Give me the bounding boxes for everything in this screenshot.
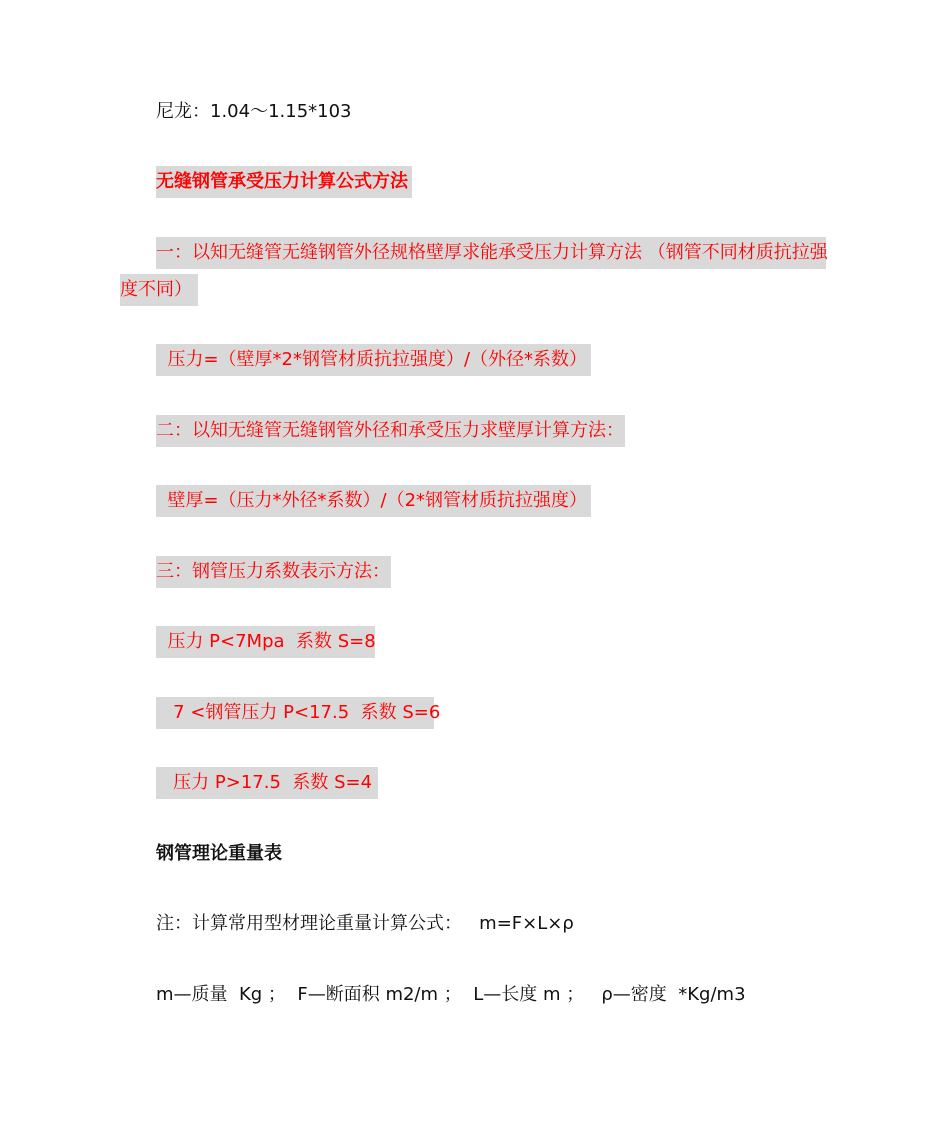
method-one-line-2: 度不同） — [120, 274, 198, 306]
nylon-density-line: 尼龙：1.04～1.15*103 — [156, 101, 352, 122]
coefficient-row-3: 压力 P>17.5 系数 S=4 — [156, 767, 378, 799]
coefficient-row-2: 7 <钢管压力 P<17.5 系数 S=6 — [156, 697, 434, 729]
method-three-line: 三：钢管压力系数表示方法： — [156, 556, 391, 588]
method-one-line-1: 一：以知无缝管无缝钢管外径规格壁厚求能承受压力计算方法 （钢管不同材质抗拉强 — [156, 237, 826, 269]
weight-table-heading: 钢管理论重量表 — [156, 843, 282, 864]
pressure-formula-heading: 无缝钢管承受压力计算公式方法 — [156, 166, 412, 198]
wall-thickness-formula: 壁厚=（压力*外径*系数）/（2*钢管材质抗拉强度） — [156, 485, 591, 517]
formula-legend: m—质量 Kg ； F—断面积 m2/m ； L—长度 m ； ρ—密度 *Kg/m3 — [156, 984, 746, 1005]
pressure-formula: 压力=（壁厚*2*钢管材质抗拉强度）/（外径*系数） — [156, 344, 591, 376]
weight-formula-note: 注：计算常用型材理论重量计算公式： m=F×L×ρ — [156, 913, 574, 934]
coefficient-row-1: 压力 P<7Mpa 系数 S=8 — [156, 626, 375, 658]
method-two-line: 二：以知无缝管无缝钢管外径和承受压力求壁厚计算方法： — [156, 415, 625, 447]
